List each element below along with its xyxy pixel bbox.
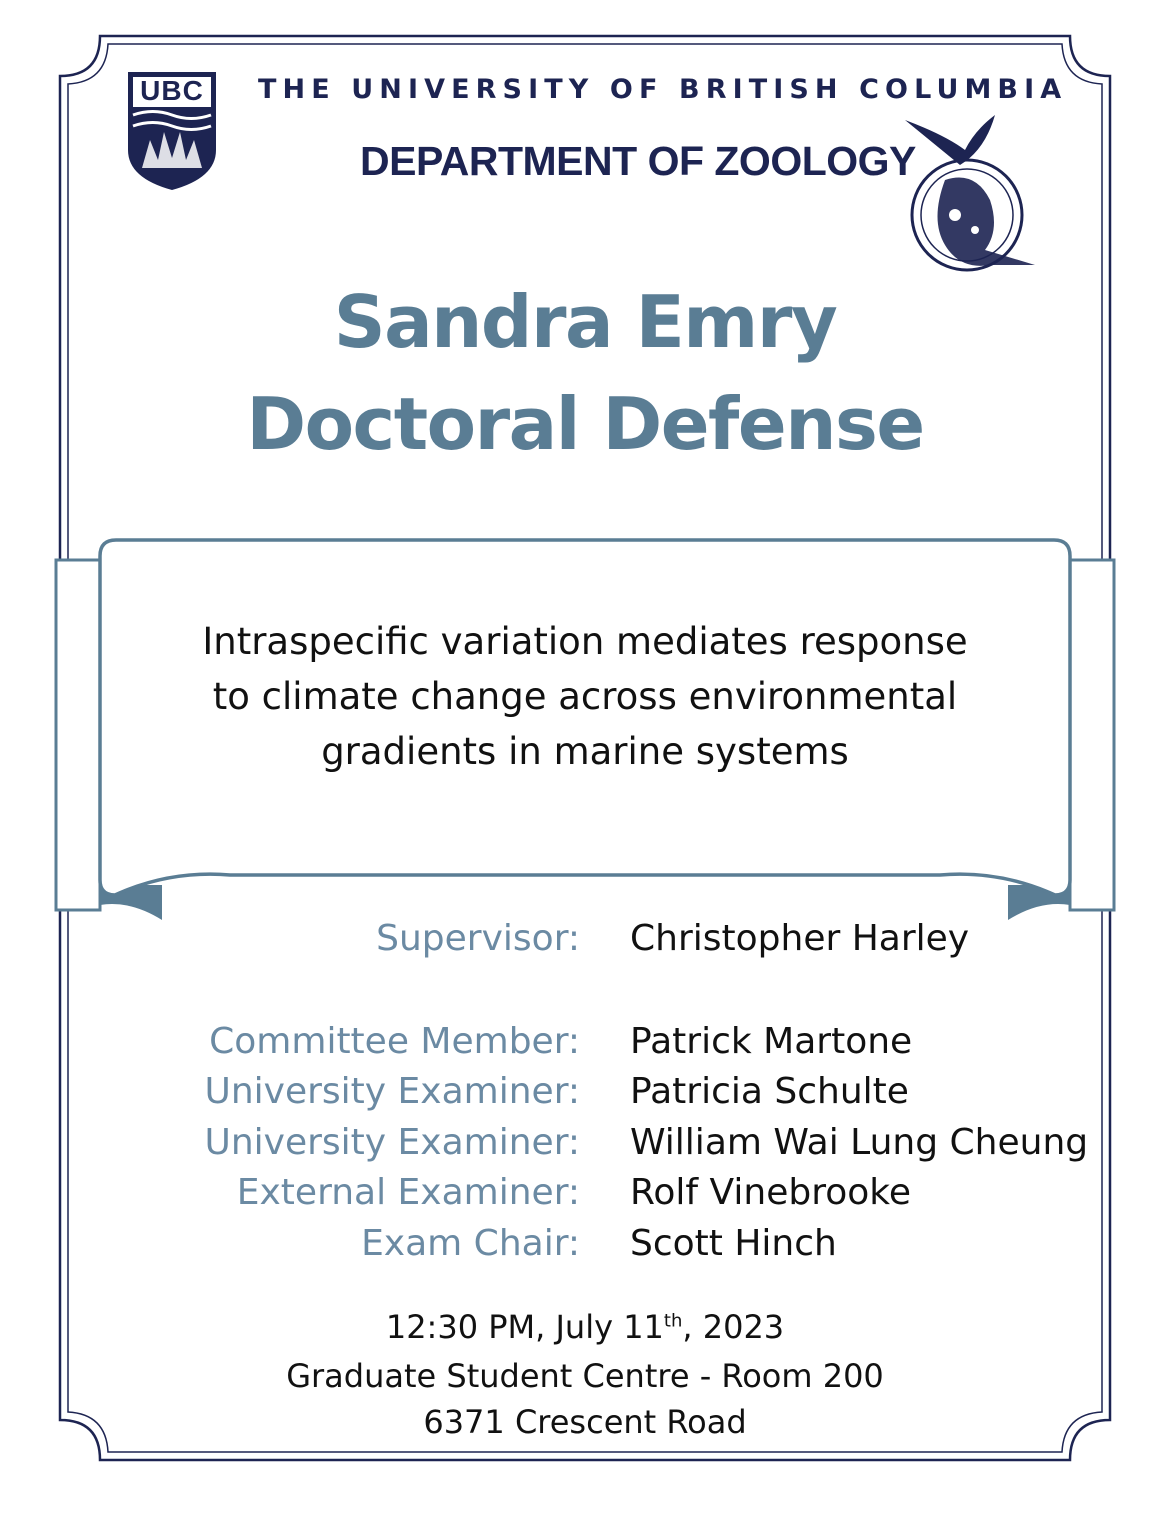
committee-role: Committee Member: <box>209 1021 580 1062</box>
event-date-time <box>0 1308 1170 1346</box>
university-name: THE UNIVERSITY OF BRITISH COLUMBIA <box>258 74 1068 105</box>
committee-name: Scott Hinch <box>630 1223 837 1264</box>
committee-name: Patrick Martone <box>630 1021 913 1062</box>
event-year: , 2023 <box>682 1308 785 1346</box>
committee-name: Patricia Schulte <box>630 1071 909 1112</box>
committee-name: William Wai Lung Cheung <box>630 1122 1089 1163</box>
committee-role: University Examiner: <box>204 1122 580 1163</box>
event-address: 6371 Crescent Road <box>423 1403 747 1441</box>
event-location: Graduate Student Centre - Room 200 <box>286 1357 884 1395</box>
committee-role: External Examiner: <box>236 1172 580 1213</box>
date-ordinal-suffix: th <box>663 1310 683 1332</box>
thesis-title <box>150 614 1020 779</box>
event-time-date: 12:30 PM, July 11 <box>385 1308 664 1346</box>
event-title: Doctoral Defense <box>246 382 924 466</box>
thesis-line: Intraspecific variation mediates response <box>202 620 968 663</box>
candidate-name: Sandra Emry <box>333 280 837 364</box>
supervisor-label: Supervisor: <box>376 918 580 959</box>
committee-role: University Examiner: <box>204 1071 580 1112</box>
department-name: DEPARTMENT OF ZOOLOGY <box>360 138 916 184</box>
committee-name: Rolf Vinebrooke <box>630 1172 911 1213</box>
zoology-seal-logo <box>905 115 1035 270</box>
committee-role: Exam Chair: <box>361 1223 580 1264</box>
supervisor-name: Christopher Harley <box>630 918 970 959</box>
thesis-line: gradients in marine systems <box>321 730 849 773</box>
ubc-logo-text: UBC <box>140 75 204 106</box>
thesis-line: to climate change across environmental <box>212 675 958 718</box>
